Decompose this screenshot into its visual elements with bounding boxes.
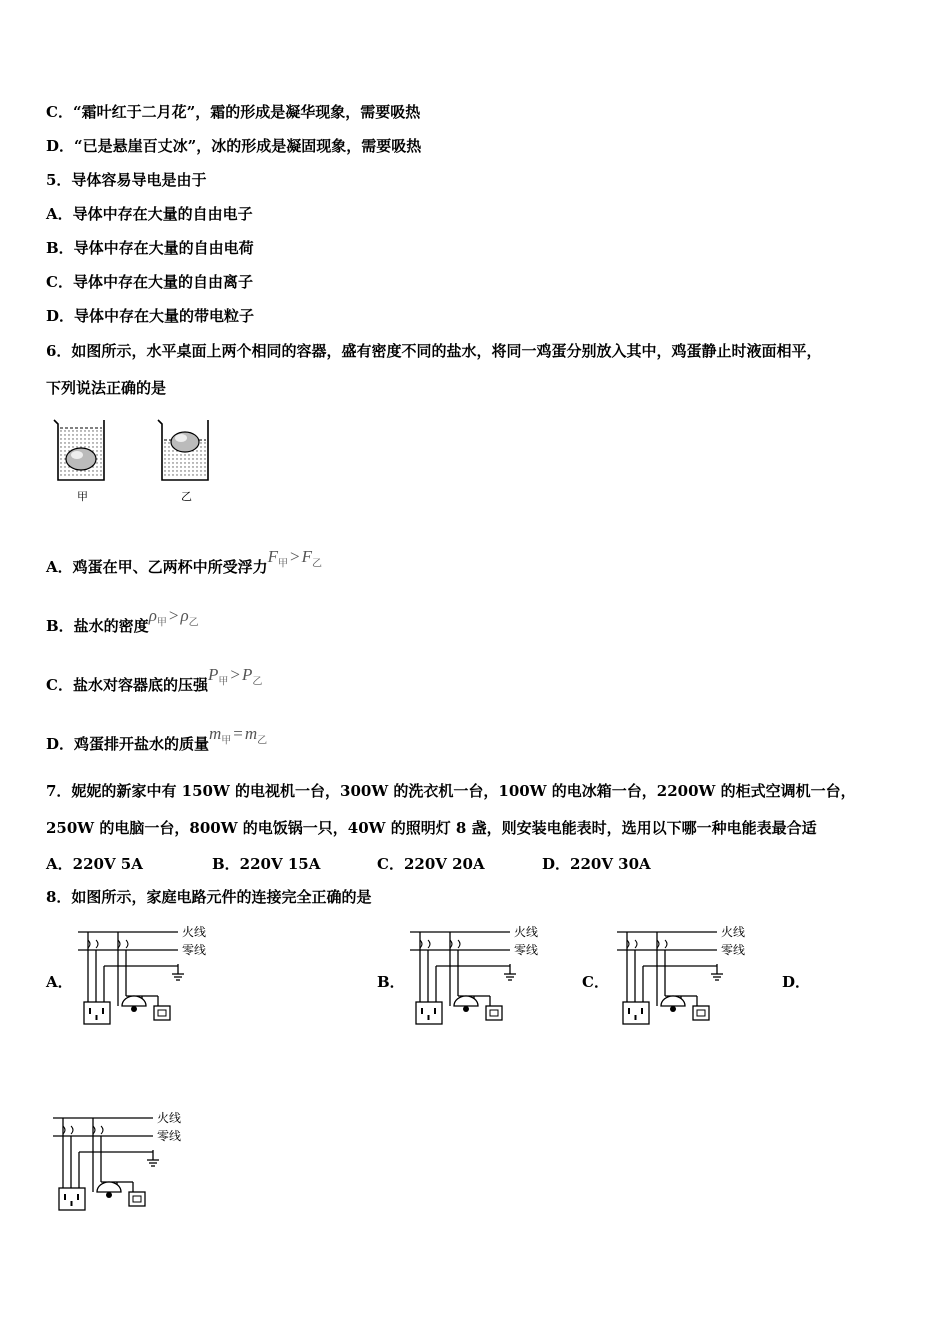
socket-hole: [89, 1008, 91, 1014]
neutral-wire-label: 零线: [182, 943, 207, 957]
q6-option-c: [46, 665, 263, 702]
egg-jia: [66, 448, 96, 470]
socket-hole: [71, 1201, 73, 1206]
q7-stem-line2: 250W 的电脑一台，800W 的电饭锅一只，40W 的照明灯 8 盏，则安装电能表时，选用以下哪一种电能表最合适: [46, 819, 817, 837]
formula-right: m: [244, 724, 258, 743]
q6-option-c-formula: [207, 665, 263, 688]
wire-hop: [96, 940, 98, 948]
formula-left-sub: 甲: [218, 676, 229, 688]
lamp-bulb: [670, 1006, 676, 1012]
q4-option-c: C．“霜叶红于二月花”，霜的形成是凝华现象，需要吸热: [46, 103, 421, 121]
q7-option-b: B．220V 15A: [212, 855, 321, 873]
q7-option-a: A．220V 5A: [46, 855, 143, 873]
q6-option-d-text: D．鸡蛋排开盐水的质量: [46, 735, 210, 753]
formula-left: P: [207, 665, 219, 684]
circuit-diagram-d: [53, 1108, 193, 1216]
formula-op: >: [230, 665, 240, 684]
q6-option-b-formula: [148, 606, 199, 629]
q7-stem-line1: 7．妮妮的新家中有 150W 的电视机一台，300W 的洗衣机一台，100W 的电冰箱一台，2200W 的柜式空调机一台，: [46, 782, 856, 800]
wire-hop: [71, 1126, 73, 1134]
live-wire-label: 火线: [721, 925, 746, 939]
wire-hop: [635, 940, 637, 948]
circuit-diagram-a: [78, 922, 218, 1030]
q5-option-d: D．导体中存在大量的带电粒子: [46, 307, 255, 325]
live-wire-label: 火线: [514, 925, 539, 939]
q5-option-c: C．导体中存在大量的自由离子: [46, 273, 253, 291]
q6-option-a: [46, 547, 323, 584]
q6-option-a-text: A．鸡蛋在甲、乙两杯中所受浮力: [46, 558, 268, 576]
socket-hole: [434, 1008, 436, 1014]
formula-right-sub: 乙: [252, 676, 263, 688]
formula-op: =: [233, 724, 243, 743]
socket-icon: [623, 1002, 649, 1024]
formula-op: >: [168, 606, 179, 625]
q8-option-a-label: A．: [46, 973, 73, 991]
circuit-diagram-b: [410, 922, 550, 1030]
q6-option-b-text: B．盐水的密度: [46, 617, 149, 635]
egg-yi: [171, 432, 199, 452]
socket-hole: [96, 1015, 98, 1020]
switch-icon: [154, 1006, 170, 1020]
socket-hole: [102, 1008, 104, 1014]
lamp-bulb: [106, 1192, 112, 1198]
socket-hole: [635, 1015, 637, 1020]
q6-option-d: [46, 724, 268, 761]
beaker-yi-label: 乙: [181, 490, 192, 503]
wire-hop: [126, 940, 128, 948]
q7-option-d: D．220V 30A: [542, 855, 651, 873]
socket-icon: [84, 1002, 110, 1024]
lamp-bulb: [131, 1006, 137, 1012]
formula-right-sub: 乙: [257, 735, 268, 747]
formula-left: m: [209, 724, 222, 743]
live-wire-label: 火线: [157, 1111, 182, 1125]
formula-left-sub: 甲: [278, 558, 289, 570]
formula-left: ρ: [148, 606, 157, 625]
q8-option-b-label: B．: [377, 973, 405, 991]
q6-option-d-formula: [209, 724, 268, 747]
switch-icon: [486, 1006, 502, 1020]
circuit-diagram-c: [617, 922, 757, 1030]
socket-hole: [428, 1015, 430, 1020]
switch-icon: [129, 1192, 145, 1206]
neutral-wire-label: 零线: [721, 943, 746, 957]
formula-right: P: [241, 665, 253, 684]
socket-hole: [641, 1008, 643, 1014]
q5-stem: 5．导体容易导电是由于: [46, 171, 207, 189]
switch-icon: [693, 1006, 709, 1020]
formula-left: F: [267, 547, 279, 566]
q5-option-a: A．导体中存在大量的自由电子: [46, 205, 253, 223]
formula-right: F: [301, 547, 313, 566]
q8-stem: 8．如图所示，家庭电路元件的连接完全正确的是: [46, 888, 372, 906]
beaker-jia-label: 甲: [77, 490, 88, 503]
q6-stem-line2: 下列说法正确的是: [46, 379, 167, 397]
lamp-bulb: [463, 1006, 469, 1012]
socket-hole: [64, 1194, 66, 1200]
q6-option-a-formula: [267, 547, 323, 570]
q6-option-c-text: C．盐水对容器底的压强: [46, 676, 208, 694]
socket-icon: [416, 1002, 442, 1024]
formula-right-sub: 乙: [188, 617, 199, 629]
beaker-jia: [54, 420, 104, 480]
q4-option-d: D．“已是悬崖百丈冰”，冰的形成是凝固现象，需要吸热: [46, 137, 422, 155]
q6-stem-line1: 6．如图所示，水平桌面上两个相同的容器，盛有密度不同的盐水，将同一鸡蛋分别放入其中，鸡蛋静止时液面相平，: [46, 342, 822, 360]
live-wire-label: 火线: [182, 925, 207, 939]
beaker-yi: [158, 420, 208, 480]
q8-option-c-label: C．: [582, 973, 609, 991]
q6-option-b: [46, 606, 199, 643]
socket-hole: [421, 1008, 423, 1014]
formula-right-sub: 乙: [312, 558, 323, 570]
wire-hop: [428, 940, 430, 948]
formula-right: ρ: [180, 606, 189, 625]
wire-hop: [458, 940, 460, 948]
formula-left-sub: 甲: [156, 617, 167, 629]
wire-hop: [665, 940, 667, 948]
neutral-wire-label: 零线: [514, 943, 539, 957]
q5-option-b: B．导体中存在大量的自由电荷: [46, 239, 254, 257]
beakers-figure: [48, 414, 228, 510]
neutral-wire-label: 零线: [157, 1129, 182, 1143]
socket-icon: [59, 1188, 85, 1210]
formula-op: >: [290, 547, 300, 566]
wire-hop: [101, 1126, 103, 1134]
q7-option-c: C．220V 20A: [377, 855, 485, 873]
formula-left-sub: 甲: [221, 735, 232, 747]
q8-option-d-label: D．: [782, 973, 811, 991]
socket-hole: [77, 1194, 79, 1200]
socket-hole: [628, 1008, 630, 1014]
